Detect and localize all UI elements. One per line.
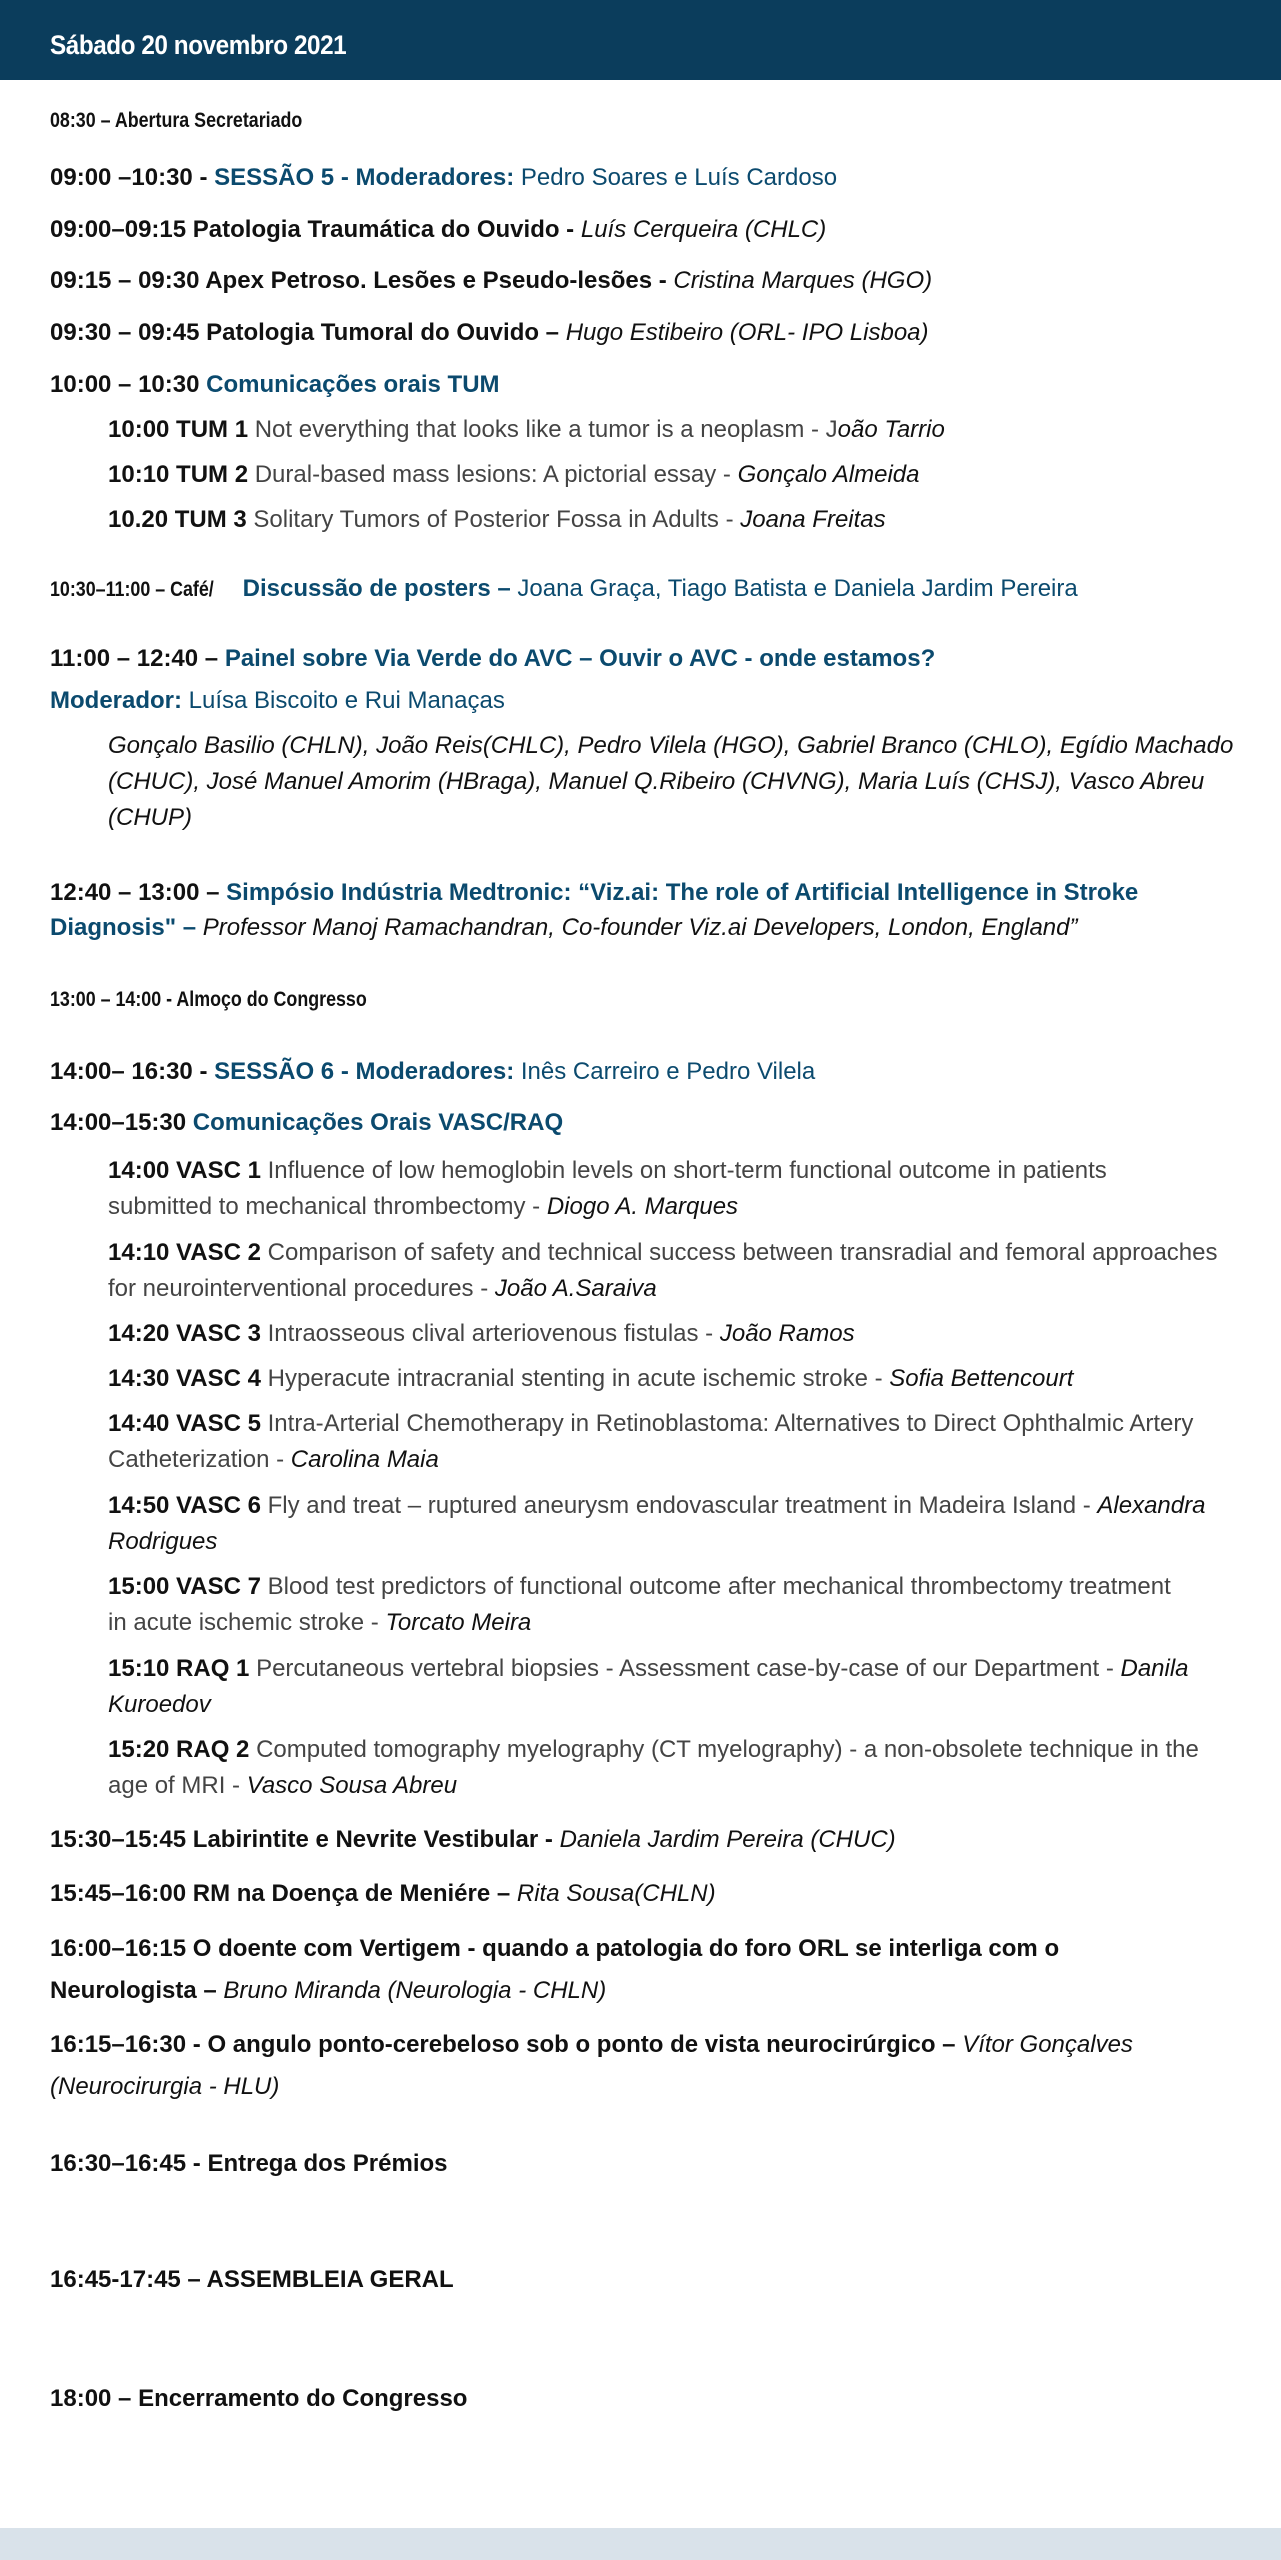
schedule-item: 09:30 – 09:45 Patologia Tumoral do Ouvido – Hugo Estibeiro (ORL- IPO Lisboa) bbox=[50, 319, 929, 346]
painel-heading: 11:00 – 12:40 – Painel sobre Via Verde do AVC – Ouvir o AVC - onde estamos? bbox=[50, 645, 936, 672]
schedule-item-cafe: 10:30–11:00 – Café/Discussão de posters – Joana Graça, Tiago Batista e Daniela Jardim Pereira bbox=[50, 575, 1078, 602]
simposio-speaker: Diagnosis" – Professor Manoj Ramachandran, Co-founder Viz.ai Developers, London, England” bbox=[50, 914, 1078, 941]
talk-item-cont: submitted to mechanical thrombectomy - Diogo A. Marques bbox=[108, 1193, 739, 1220]
talk-item-cont: for neurointerventional procedures - João A.Saraiva bbox=[108, 1275, 657, 1302]
schedule-item-abertura: 08:30 – Abertura Secretariado bbox=[50, 109, 303, 132]
schedule-item-cont: (Neurocirurgia - HLU) bbox=[50, 2073, 280, 2100]
vasc-heading: 14:00–15:30 Comunicações Orais VASC/RAQ bbox=[50, 1109, 564, 1136]
talk-item: 14:10 VASC 2 Comparison of safety and technical success between transradial and femoral approaches bbox=[108, 1239, 1218, 1266]
painel-participants: (CHUP) bbox=[108, 804, 192, 831]
schedule-item-cont: Neurologista – Bruno Miranda (Neurologia - CHLN) bbox=[50, 1977, 607, 2004]
tum-heading: 10:00 – 10:30 Comunicações orais TUM bbox=[50, 371, 500, 398]
talk-item: 14:00 VASC 1 Influence of low hemoglobin levels on short-term functional outcome in patients bbox=[108, 1157, 1107, 1184]
schedule-item-assembleia: 16:45-17:45 – ASSEMBLEIA GERAL bbox=[50, 2266, 454, 2293]
talk-item: 10:10 TUM 2 Dural-based mass lesions: A pictorial essay - Gonçalo Almeida bbox=[108, 461, 920, 488]
header-bar bbox=[0, 0, 1281, 80]
schedule-item-almoco: 13:00 – 14:00 - Almoço do Congresso bbox=[50, 988, 367, 1011]
page-title: Sábado 20 novembro 2021 bbox=[50, 30, 347, 60]
talk-item: 14:50 VASC 6 Fly and treat – ruptured aneurysm endovascular treatment in Madeira Island - Alexandra bbox=[108, 1492, 1206, 1519]
footer-bar bbox=[0, 2528, 1281, 2560]
talk-item-cont: age of MRI - Vasco Sousa Abreu bbox=[108, 1772, 458, 1799]
schedule-item-premios: 16:30–16:45 - Entrega dos Prémios bbox=[50, 2150, 448, 2177]
session-6-heading: 14:00– 16:30 - SESSÃO 6 - Moderadores: Inês Carreiro e Pedro Vilela bbox=[50, 1058, 816, 1085]
talk-item-cont: Catheterization - Carolina Maia bbox=[108, 1446, 439, 1473]
schedule-item: 16:15–16:30 - O angulo ponto-cerebeloso sob o ponto de vista neurocirúrgico – Vítor Gonçalves bbox=[50, 2031, 1133, 2058]
talk-item: 14:20 VASC 3 Intraosseous clival arteriovenous fistulas - João Ramos bbox=[108, 1320, 855, 1347]
talk-item: 10:00 TUM 1 Not everything that looks like a tumor is a neoplasm - João Tarrio bbox=[108, 416, 945, 443]
schedule-item: 15:30–15:45 Labirintite e Nevrite Vestibular - Daniela Jardim Pereira (CHUC) bbox=[50, 1826, 896, 1853]
talk-item: 15:10 RAQ 1 Percutaneous vertebral biopsies - Assessment case-by-case of our Department - Danila bbox=[108, 1655, 1189, 1682]
talk-item: 14:30 VASC 4 Hyperacute intracranial stenting in acute ischemic stroke - Sofia Bettencourt bbox=[108, 1365, 1074, 1392]
talk-item: 15:00 VASC 7 Blood test predictors of functional outcome after mechanical thrombectomy treatment bbox=[108, 1573, 1171, 1600]
talk-item: 15:20 RAQ 2 Computed tomography myelography (CT myelography) - a non-obsolete technique in the bbox=[108, 1736, 1199, 1763]
schedule-item: 16:00–16:15 O doente com Vertigem - quando a patologia do foro ORL se interliga com o bbox=[50, 1935, 1060, 1962]
schedule-item-encerramento: 18:00 – Encerramento do Congresso bbox=[50, 2385, 468, 2412]
talk-item: 14:40 VASC 5 Intra-Arterial Chemotherapy in Retinoblastoma: Alternatives to Direct Ophthalmic Artery bbox=[108, 1410, 1194, 1437]
talk-item: 10.20 TUM 3 Solitary Tumors of Posterior Fossa in Adults - Joana Freitas bbox=[108, 506, 886, 533]
schedule-item: 15:45–16:00 RM na Doença de Meniére – Rita Sousa(CHLN) bbox=[50, 1880, 716, 1907]
simposio-heading: 12:40 – 13:00 – Simpósio Indústria Medtronic: “Viz.ai: The role of Artificial Intelligence in Stroke bbox=[50, 879, 1139, 906]
session-5-heading: 09:00 –10:30 - SESSÃO 5 - Moderadores: Pedro Soares e Luís Cardoso bbox=[50, 164, 838, 191]
schedule-item: 09:15 – 09:30 Apex Petroso. Lesões e Pseudo-lesões - Cristina Marques (HGO) bbox=[50, 267, 933, 294]
talk-item-cont: Kuroedov bbox=[108, 1691, 211, 1718]
painel-participants: (CHUC), José Manuel Amorim (HBraga), Manuel Q.Ribeiro (CHVNG), Maria Luís (CHSJ), Vasco Abreu bbox=[108, 768, 1205, 795]
talk-item-cont: Rodrigues bbox=[108, 1528, 218, 1555]
schedule-item: 09:00–09:15 Patologia Traumática do Ouvido - Luís Cerqueira (CHLC) bbox=[50, 216, 827, 243]
talk-item-cont: in acute ischemic stroke - Torcato Meira bbox=[108, 1609, 532, 1636]
painel-participants: Gonçalo Basilio (CHLN), João Reis(CHLC), Pedro Vilela (HGO), Gabriel Branco (CHLO), Egídio Machado bbox=[108, 732, 1234, 759]
painel-moderator: Moderador: Luísa Biscoito e Rui Manaças bbox=[50, 687, 505, 714]
